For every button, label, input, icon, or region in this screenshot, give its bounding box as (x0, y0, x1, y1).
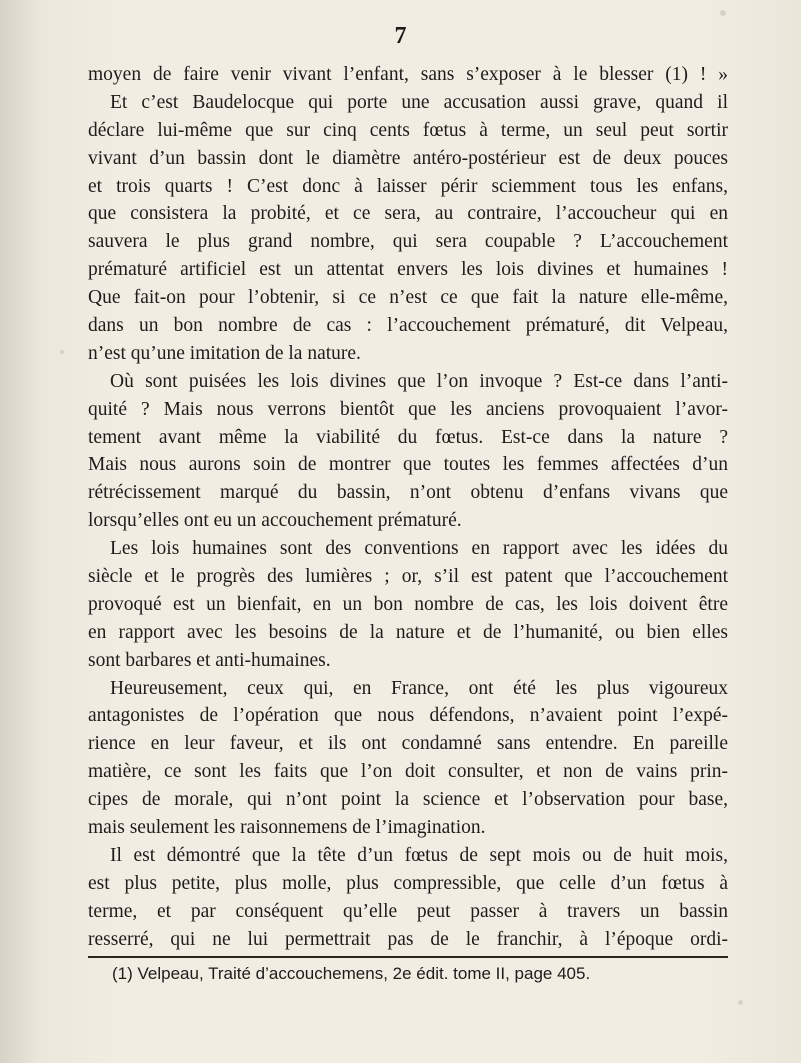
text-line: en rapport avec les besoins de la nature et de l’humanité, ou bien elles (88, 621, 728, 643)
text-line: Et c’est Baudelocque qui porte une accusation aussi grave, quand il (110, 91, 728, 113)
text-line: Les lois humaines sont des conventions en rapport avec les idées du (110, 538, 728, 560)
text-line: mais seulement les raisonnemens de l’imagination. (88, 817, 486, 839)
text-line: sont barbares et anti-humaines. (88, 649, 331, 671)
text-line: quité ? Mais nous verrons bientôt que les anciens provoquaient l’avor- (88, 398, 728, 420)
text-line: n’est qu’une imitation de la nature. (88, 342, 361, 364)
text-line: provoqué est un bienfait, en un bon nombre de cas, les lois doivent être (88, 593, 728, 615)
text-line: rience en leur faveur, et ils ont condamné sans entendre. En pareille (88, 733, 728, 755)
text-line: siècle et le progrès des lumières ; or, s’il est patent que l’accouchement (88, 566, 728, 588)
text-line: matière, ce sont les faits que l’on doit consulter, et non de vains prin- (88, 761, 728, 783)
text-line: rétrécissement marqué du bassin, n’ont obtenu d’enfans vivans que (88, 482, 728, 504)
text-line: Heureusement, ceux qui, en France, ont été les plus vigoureux (110, 677, 728, 699)
text-line: vivant d’un bassin dont le diamètre antéro-postérieur est de deux pouces (88, 147, 728, 169)
paper-spot (738, 1000, 743, 1005)
text-line: est plus petite, plus molle, plus compressible, que celle d’un fœtus à (88, 872, 728, 894)
text-line: resserré, qui ne lui permettrait pas de le franchir, à l’époque ordi- (88, 928, 728, 950)
text-line: Où sont puisées les lois divines que l’on invoque ? Est-ce dans l’anti- (110, 370, 728, 392)
text-line: dans un bon nombre de cas : l’accouchement prématuré, dit Velpeau, (88, 315, 728, 337)
body-text (88, 61, 728, 954)
text-line: antagonistes de l’opération que nous défendons, n’avaient point l’expé- (88, 705, 728, 727)
paper-spot (720, 10, 726, 16)
text-line: Il est démontré que la tête d’un fœtus de sept mois ou de huit mois, (110, 844, 728, 866)
text-line: cipes de morale, qui n’ont point la science et l’observation pour base, (88, 789, 728, 811)
paper-spot (60, 350, 64, 354)
text-line: Mais nous aurons soin de montrer que toutes les femmes affectées d’un (88, 454, 728, 476)
text-line: terme, et par conséquent qu’elle peut passer à travers un bassin (88, 900, 728, 922)
text-line: que consistera la probité, et ce sera, au contraire, l’accoucheur qui en (88, 203, 728, 225)
text-line: tement avant même la viabilité du fœtus. Est-ce dans la nature ? (88, 426, 728, 448)
text-line: Que fait-on pour l’obtenir, si ce n’est ce que fait la nature elle-même, (88, 287, 728, 309)
text-line: déclare lui-même que sur cinq cents fœtus à terme, un seul peut sortir (88, 119, 728, 141)
text-line: lorsqu’elles ont eu un accouchement prématuré. (88, 510, 462, 532)
text-line: moyen de faire venir vivant l’enfant, sans s’exposer à le blesser (1) ! » (88, 64, 728, 85)
text-line: sauvera le plus grand nombre, qui sera coupable ? L’accouchement (88, 231, 728, 253)
footnote: (1) Velpeau, Traité d’accouchemens, 2e édit. tome II, page 405. (112, 964, 591, 983)
footnote-rule (88, 956, 728, 958)
page-number: 7 (394, 23, 407, 49)
text-line: et trois quarts ! C’est donc à laisser périr sciemment tous les enfans, (88, 175, 728, 197)
text-line: prématuré artificiel est un attentat envers les lois divines et humaines ! (88, 259, 728, 281)
